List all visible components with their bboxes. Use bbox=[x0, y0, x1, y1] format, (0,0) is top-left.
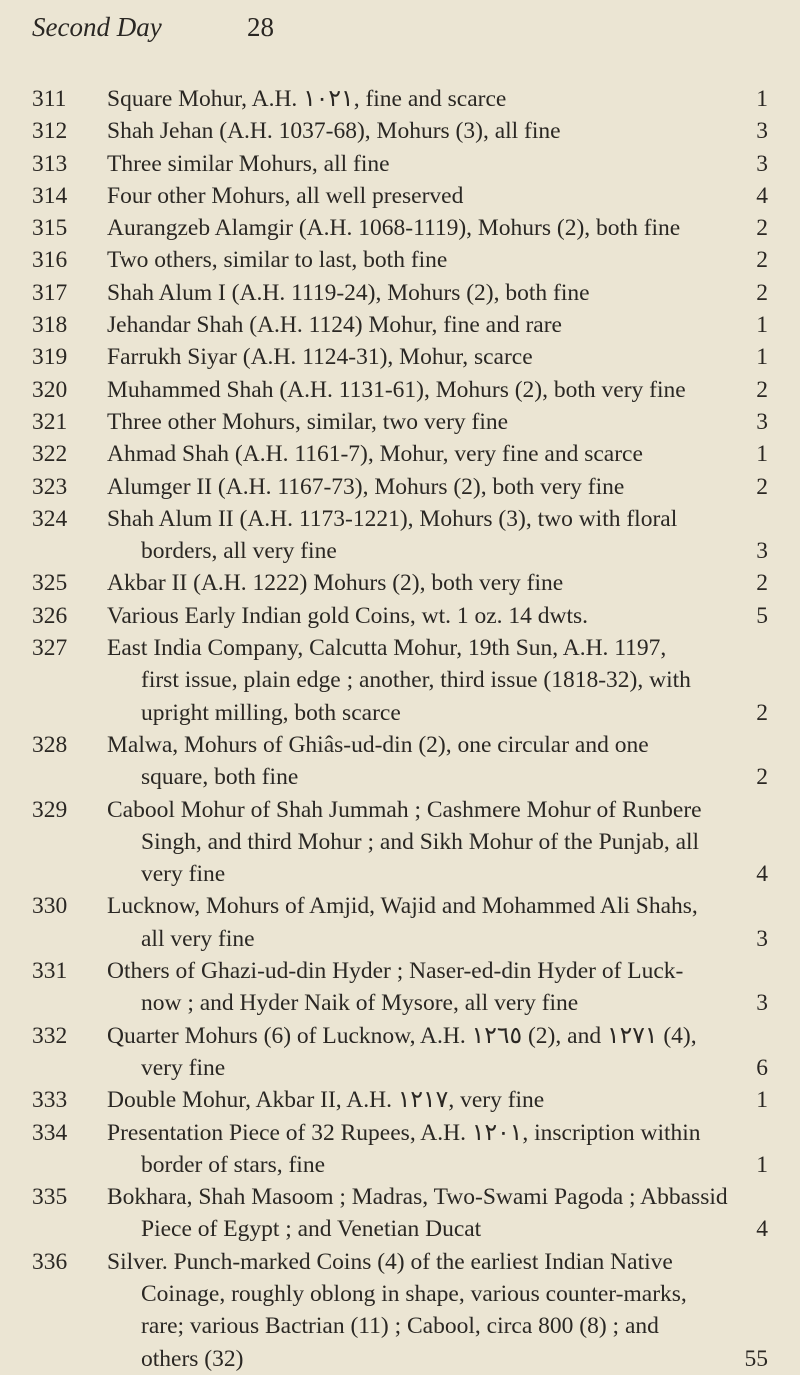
lot-description-line bbox=[107, 600, 768, 632]
lot-description bbox=[107, 794, 768, 891]
lot-description-line bbox=[107, 1052, 768, 1084]
lot-entry bbox=[0, 1181, 800, 1246]
lot-entry bbox=[0, 1117, 800, 1182]
lot-quantity: 2 bbox=[756, 376, 768, 403]
lot-entry bbox=[0, 212, 800, 244]
lot-entry bbox=[0, 1246, 800, 1375]
lot-number: 329 bbox=[32, 796, 68, 823]
lot-quantity: 3 bbox=[756, 408, 768, 435]
lot-description bbox=[107, 341, 768, 373]
lot-description-line bbox=[107, 180, 768, 212]
lot-entry bbox=[0, 406, 800, 438]
lot-entry bbox=[0, 471, 800, 503]
lot-quantity: 1 bbox=[756, 86, 768, 112]
lot-description bbox=[107, 309, 768, 341]
lot-quantity: 1 bbox=[756, 1087, 768, 1114]
lot-text: Two others, similar to last, both fine bbox=[107, 247, 448, 274]
lot-description bbox=[107, 115, 768, 147]
lot-text: Piece of Egypt ; and Venetian Ducat bbox=[141, 1216, 482, 1243]
lot-description-line bbox=[107, 471, 768, 503]
lot-text: Muhammed Shah (A.H. 1131-61), Mohurs (2), both very fine bbox=[107, 376, 686, 403]
lot-description-line bbox=[107, 277, 768, 309]
lot-description-line bbox=[107, 212, 768, 244]
page-number: 28 bbox=[247, 12, 274, 42]
lot-description bbox=[107, 1020, 768, 1085]
lot-list bbox=[0, 83, 800, 1375]
lot-description-line bbox=[107, 567, 768, 599]
lot-text: border of stars, fine bbox=[141, 1151, 326, 1178]
lot-number: 332 bbox=[32, 1022, 68, 1049]
lot-description-line bbox=[107, 374, 768, 406]
lot-description bbox=[107, 277, 768, 309]
lot-description-line bbox=[107, 664, 768, 696]
lot-text: very fine bbox=[141, 1054, 226, 1081]
lot-text: Alumger II (A.H. 1167-73), Mohurs (2), both very fine bbox=[107, 473, 625, 500]
lot-text: Aurangzeb Alamgir (A.H. 1068-1119), Mohurs (2), both fine bbox=[107, 215, 681, 242]
lot-description bbox=[107, 180, 768, 212]
lot-number: 316 bbox=[32, 247, 68, 274]
lot-text: East India Company, Calcutta Mohur, 19th Sun, A.H. 1197, bbox=[107, 635, 667, 662]
lot-quantity: 3 bbox=[756, 990, 768, 1017]
lot-description-line bbox=[107, 955, 768, 987]
lot-text: rare; various Bactrian (11) ; Cabool, circa 800 (8) ; and bbox=[141, 1313, 659, 1340]
lot-description-line bbox=[107, 794, 768, 826]
lot-text: all very fine bbox=[141, 925, 255, 952]
lot-description bbox=[107, 1084, 768, 1116]
lot-entry bbox=[0, 1020, 800, 1085]
lot-entry bbox=[0, 309, 800, 341]
lot-number: 317 bbox=[32, 279, 68, 306]
lot-quantity: 2 bbox=[756, 215, 768, 242]
lot-description-line bbox=[107, 1149, 768, 1181]
lot-quantity: 3 bbox=[756, 538, 768, 565]
lot-text: Presentation Piece of 32 Rupees, A.H. ١٢٠١, inscription within bbox=[107, 1119, 701, 1146]
lot-description-line bbox=[107, 244, 768, 276]
lot-entry bbox=[0, 794, 800, 891]
lot-entry bbox=[0, 503, 800, 568]
lot-entry bbox=[0, 83, 800, 115]
lot-description bbox=[107, 406, 768, 438]
lot-description bbox=[107, 212, 768, 244]
lot-description bbox=[107, 471, 768, 503]
lot-number: 319 bbox=[32, 344, 68, 371]
lot-description-line bbox=[107, 341, 768, 373]
lot-quantity: 4 bbox=[756, 1216, 768, 1243]
lot-description bbox=[107, 632, 768, 729]
lot-text: Square Mohur, A.H. ١٠٢١, fine and scarce bbox=[107, 86, 507, 112]
lot-entry bbox=[0, 438, 800, 470]
lot-description bbox=[107, 955, 768, 1020]
lot-entry bbox=[0, 567, 800, 599]
lot-description-line bbox=[107, 1310, 768, 1342]
lot-quantity: 2 bbox=[756, 570, 768, 597]
lot-text: Three other Mohurs, similar, two very fine bbox=[107, 408, 509, 435]
lot-description bbox=[107, 890, 768, 955]
lot-number: 335 bbox=[32, 1184, 68, 1211]
lot-quantity: 6 bbox=[756, 1054, 768, 1081]
lot-number: 325 bbox=[32, 570, 68, 597]
lot-description-line bbox=[107, 83, 768, 115]
lot-text: Coinage, roughly oblong in shape, various counter-marks, bbox=[141, 1280, 687, 1307]
lot-quantity: 2 bbox=[756, 699, 768, 726]
lot-number: 321 bbox=[32, 408, 68, 435]
lot-number: 326 bbox=[32, 602, 68, 629]
lot-entry bbox=[0, 277, 800, 309]
lot-description bbox=[107, 567, 768, 599]
lot-quantity: 1 bbox=[756, 344, 768, 371]
lot-quantity: 4 bbox=[756, 182, 768, 209]
lot-text: first issue, plain edge ; another, third issue (1818-32), with bbox=[141, 667, 691, 694]
lot-description-line bbox=[107, 1213, 768, 1245]
lot-entry bbox=[0, 115, 800, 147]
lot-description bbox=[107, 1246, 768, 1375]
lot-text: upright milling, both scarce bbox=[141, 699, 401, 726]
lot-description-line bbox=[107, 923, 768, 955]
lot-description-line bbox=[107, 632, 768, 664]
lot-description-line bbox=[107, 1020, 768, 1052]
lot-description-line bbox=[107, 729, 768, 761]
lot-text: very fine bbox=[141, 861, 226, 888]
lot-text: Shah Alum I (A.H. 1119-24), Mohurs (2), both fine bbox=[107, 279, 590, 306]
lot-description bbox=[107, 1117, 768, 1182]
lot-text: others (32) bbox=[141, 1345, 244, 1372]
lot-text: Lucknow, Mohurs of Amjid, Wajid and Mohammed Ali Shahs, bbox=[107, 893, 698, 920]
lot-description bbox=[107, 729, 768, 794]
lot-description-line bbox=[107, 503, 768, 535]
lot-entry bbox=[0, 1084, 800, 1116]
lot-text: Silver. Punch-marked Coins (4) of the earliest Indian Native bbox=[107, 1248, 673, 1275]
lot-text: Akbar II (A.H. 1222) Mohurs (2), both very fine bbox=[107, 570, 564, 597]
lot-description bbox=[107, 374, 768, 406]
lot-text: Three similar Mohurs, all fine bbox=[107, 150, 390, 177]
lot-entry bbox=[0, 890, 800, 955]
lot-description bbox=[107, 503, 768, 568]
lot-text: Quarter Mohurs (6) of Lucknow, A.H. ١٢٦٥ (2), and ١٢٧١ (4), bbox=[107, 1022, 697, 1049]
lot-description-line bbox=[107, 406, 768, 438]
lot-number: 331 bbox=[32, 958, 68, 985]
lot-entry bbox=[0, 341, 800, 373]
lot-entry bbox=[0, 244, 800, 276]
lot-entry bbox=[0, 180, 800, 212]
lot-description bbox=[107, 438, 768, 470]
lot-text: Singh, and third Mohur ; and Sikh Mohur of the Punjab, all bbox=[141, 828, 700, 855]
lot-text: Jehandar Shah (A.H. 1124) Mohur, fine and rare bbox=[107, 312, 562, 339]
lot-number: 333 bbox=[32, 1087, 68, 1114]
lot-number: 323 bbox=[32, 473, 68, 500]
lot-description-line bbox=[107, 438, 768, 470]
lot-description-line bbox=[107, 1278, 768, 1310]
lot-quantity: 4 bbox=[756, 861, 768, 888]
lot-quantity: 5 bbox=[756, 602, 768, 629]
lot-text: Others of Ghazi-ud-din Hyder ; Naser-ed-din Hyder of Luck- bbox=[107, 958, 684, 985]
lot-quantity: 3 bbox=[756, 150, 768, 177]
lot-number: 313 bbox=[32, 150, 68, 177]
lot-description-line bbox=[107, 535, 768, 567]
lot-text: Shah Jehan (A.H. 1037-68), Mohurs (3), all fine bbox=[107, 118, 561, 145]
lot-description bbox=[107, 148, 768, 180]
lot-text: Cabool Mohur of Shah Jummah ; Cashmere Mohur of Runbere bbox=[107, 796, 702, 823]
lot-number: 312 bbox=[32, 118, 68, 145]
lot-text: Malwa, Mohurs of Ghiâs-ud-din (2), one circular and one bbox=[107, 731, 649, 758]
lot-description-line bbox=[107, 987, 768, 1019]
lot-text: Farrukh Siyar (A.H. 1124-31), Mohur, scarce bbox=[107, 344, 533, 371]
lot-description bbox=[107, 83, 768, 115]
lot-description bbox=[107, 600, 768, 632]
lot-text: Shah Alum II (A.H. 1173-1221), Mohurs (3), two with floral bbox=[107, 505, 678, 532]
lot-entry bbox=[0, 600, 800, 632]
lot-quantity: 3 bbox=[756, 925, 768, 952]
lot-description bbox=[107, 1181, 768, 1246]
lot-number: 324 bbox=[32, 505, 68, 532]
lot-text: borders, all very fine bbox=[141, 538, 337, 565]
lot-number: 334 bbox=[32, 1119, 68, 1146]
lot-description-line bbox=[107, 148, 768, 180]
lot-number: 320 bbox=[32, 376, 68, 403]
lot-entry bbox=[0, 729, 800, 794]
lot-text: Various Early Indian gold Coins, wt. 1 oz. 14 dwts. bbox=[107, 602, 589, 629]
lot-description bbox=[107, 244, 768, 276]
lot-quantity: 1 bbox=[756, 441, 768, 468]
lot-description-line bbox=[107, 115, 768, 147]
lot-description-line bbox=[107, 697, 768, 729]
lot-description-line bbox=[107, 1343, 768, 1375]
lot-description-line bbox=[107, 826, 768, 858]
lot-number: 327 bbox=[32, 635, 68, 662]
lot-entry bbox=[0, 374, 800, 406]
lot-quantity: 2 bbox=[756, 764, 768, 791]
lot-number: 314 bbox=[32, 182, 68, 209]
lot-text: Ahmad Shah (A.H. 1161-7), Mohur, very fine and scarce bbox=[107, 441, 643, 468]
lot-quantity: 2 bbox=[756, 247, 768, 274]
lot-entry bbox=[0, 148, 800, 180]
lot-description-line bbox=[107, 890, 768, 922]
running-title: Second Day bbox=[32, 12, 162, 42]
lot-text: Four other Mohurs, all well preserved bbox=[107, 182, 464, 209]
lot-description-line bbox=[107, 309, 768, 341]
lot-description-line bbox=[107, 761, 768, 793]
lot-number: 328 bbox=[32, 731, 68, 758]
lot-text: now ; and Hyder Naik of Mysore, all very fine bbox=[141, 990, 579, 1017]
page-header bbox=[0, 12, 800, 52]
lot-text: Bokhara, Shah Masoom ; Madras, Two-Swami Pagoda ; Abbassid bbox=[107, 1184, 728, 1211]
lot-description-line bbox=[107, 1246, 768, 1278]
lot-entry bbox=[0, 955, 800, 1020]
lot-number: 322 bbox=[32, 441, 68, 468]
lot-quantity: 2 bbox=[756, 279, 768, 306]
lot-text: square, both fine bbox=[141, 764, 299, 791]
lot-description-line bbox=[107, 1117, 768, 1149]
lot-quantity: 1 bbox=[756, 1151, 768, 1178]
lot-number: 336 bbox=[32, 1248, 68, 1275]
lot-description-line bbox=[107, 1084, 768, 1116]
lot-quantity: 1 bbox=[756, 312, 768, 339]
lot-number: 330 bbox=[32, 893, 68, 920]
lot-number: 315 bbox=[32, 215, 68, 242]
lot-quantity: 2 bbox=[756, 473, 768, 500]
lot-quantity: 55 bbox=[744, 1345, 768, 1372]
lot-number: 311 bbox=[32, 86, 67, 112]
lot-number: 318 bbox=[32, 312, 68, 339]
lot-description-line bbox=[107, 1181, 768, 1213]
lot-entry bbox=[0, 632, 800, 729]
lot-quantity: 3 bbox=[756, 118, 768, 145]
lot-description-line bbox=[107, 858, 768, 890]
lot-text: Double Mohur, Akbar II, A.H. ١٢١٧, very fine bbox=[107, 1087, 545, 1114]
